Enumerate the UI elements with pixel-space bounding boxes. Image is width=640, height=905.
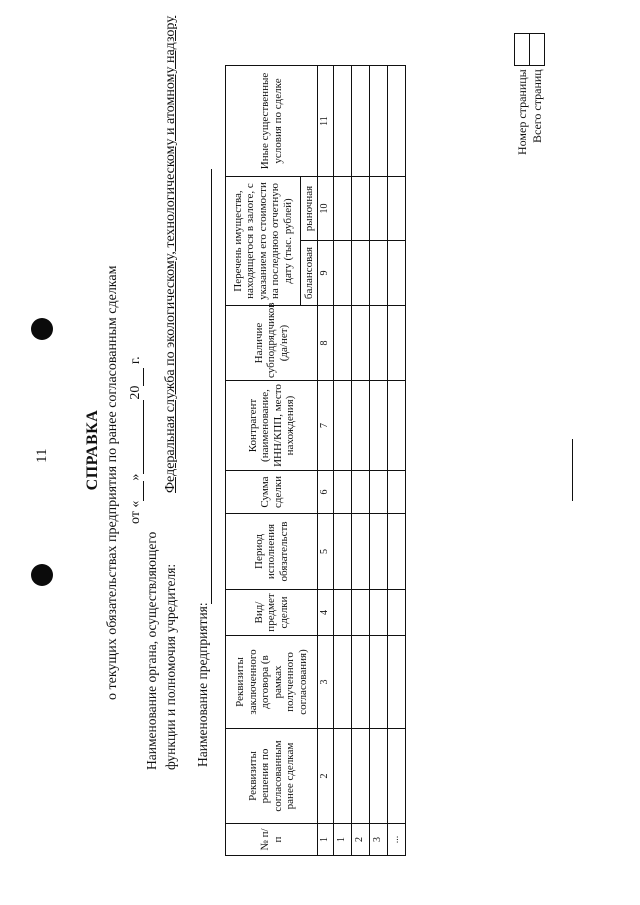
column-number: 10 <box>318 177 334 241</box>
table-cell[interactable] <box>333 381 351 471</box>
pages-counter <box>514 33 545 158</box>
table-cell[interactable] <box>369 306 387 381</box>
table-cell[interactable] <box>369 636 387 729</box>
header-row-number: № п/п <box>226 824 318 856</box>
table-cell[interactable] <box>351 514 369 590</box>
header-subcontractors: Наличие субподрядчиков (да/нет) <box>226 306 318 381</box>
org-name-value: Федеральная служба по экологическому, технологическому и атомному надзору <box>163 15 178 493</box>
table-cell[interactable] <box>387 177 405 241</box>
table-row <box>387 66 405 856</box>
date-suffix: г. <box>128 356 143 365</box>
table-cell[interactable] <box>351 177 369 241</box>
table-cell[interactable] <box>333 241 351 306</box>
table-cell[interactable] <box>333 306 351 381</box>
total-pages-label: Всего страниц <box>529 69 544 143</box>
table-cell[interactable] <box>387 514 405 590</box>
table-cell[interactable] <box>387 590 405 636</box>
row-number: 1 <box>333 824 351 856</box>
table-cell[interactable] <box>333 66 351 177</box>
date-day-blank[interactable] <box>129 481 144 501</box>
page-number-label: Номер страницы <box>514 69 529 155</box>
table-row <box>351 66 369 856</box>
date-line <box>128 356 144 524</box>
column-number: 4 <box>318 590 334 636</box>
header-contract-details: Реквизиты заключенного договора (в рамках полученного согласования) <box>226 636 318 729</box>
column-number: 3 <box>318 636 334 729</box>
column-number: 1 <box>318 824 334 856</box>
header-counterparty: Контрагент (наименование, ИНН/КПП, место нахождения) <box>226 381 318 471</box>
table-cell[interactable] <box>333 590 351 636</box>
column-number: 5 <box>318 514 334 590</box>
header-book-value: балансовая <box>301 241 318 306</box>
page-number-field[interactable] <box>515 34 530 66</box>
table-cell[interactable] <box>351 590 369 636</box>
table-cell[interactable] <box>387 636 405 729</box>
table-cell[interactable] <box>351 306 369 381</box>
table-row <box>369 66 387 856</box>
company-name-field[interactable] <box>211 169 212 604</box>
header-other-terms: Иные существенные условия по сделке <box>226 66 318 177</box>
table-cell[interactable] <box>387 241 405 306</box>
document-subtitle: о текущих обязательствах предприятия по ранее согласованным сделкам <box>105 265 120 700</box>
column-number: 9 <box>318 241 334 306</box>
row-number: 2 <box>351 824 369 856</box>
table-cell[interactable] <box>351 241 369 306</box>
table-cell[interactable] <box>369 729 387 824</box>
date-year-blank[interactable] <box>129 368 144 386</box>
document-title: СПРАВКА <box>84 409 101 491</box>
date-quote-close: » <box>128 473 143 481</box>
total-pages-field[interactable] <box>530 34 545 66</box>
row-number: ... <box>387 824 405 856</box>
table-cell[interactable] <box>369 590 387 636</box>
table-cell[interactable] <box>387 471 405 514</box>
column-number: 6 <box>318 471 334 514</box>
table-cell[interactable] <box>333 177 351 241</box>
table-cell[interactable] <box>351 636 369 729</box>
org-label-line1: Наименование органа, осуществляющего <box>144 531 159 770</box>
table-cell[interactable] <box>369 381 387 471</box>
date-month-blank[interactable] <box>129 400 144 474</box>
table-cell[interactable] <box>333 729 351 824</box>
column-number: 7 <box>318 381 334 471</box>
company-label: Наименование предприятия: <box>195 602 210 767</box>
obligations-table <box>225 65 406 856</box>
table-cell[interactable] <box>333 636 351 729</box>
header-decision-details: Реквизиты решения по согласованным ранее сделкам <box>226 729 318 824</box>
table-cell[interactable] <box>369 66 387 177</box>
table-cell[interactable] <box>351 471 369 514</box>
table-cell[interactable] <box>387 306 405 381</box>
header-deal-amount: Сумма сделки <box>226 471 318 514</box>
table-cell[interactable] <box>369 514 387 590</box>
header-pledged-property: Перечень имущества, находящегося в залоге, с указанием его стоимости на последнюю отчетную дату (тыс. рублей) <box>226 177 301 306</box>
table-cell[interactable] <box>387 381 405 471</box>
column-number: 8 <box>318 306 334 381</box>
table-row <box>333 66 351 856</box>
table-cell[interactable] <box>369 177 387 241</box>
table-cell[interactable] <box>387 729 405 824</box>
table-cell[interactable] <box>369 471 387 514</box>
table-cell[interactable] <box>387 66 405 177</box>
date-year-prefix: 20 <box>128 385 143 400</box>
header-market-value: рыночная <box>301 177 318 241</box>
row-number: 3 <box>369 824 387 856</box>
table-cell[interactable] <box>333 514 351 590</box>
table-cell[interactable] <box>351 66 369 177</box>
table-cell[interactable] <box>351 729 369 824</box>
signature-line[interactable] <box>572 439 573 501</box>
column-number: 11 <box>318 66 334 177</box>
date-prefix: от « <box>128 500 143 524</box>
table-cell[interactable] <box>369 241 387 306</box>
table-cell[interactable] <box>351 381 369 471</box>
header-period: Период исполнения обязательств <box>226 514 318 590</box>
page-number: 11 <box>34 448 50 463</box>
column-number: 2 <box>318 729 334 824</box>
header-deal-type: Вид/ предмет сделки <box>226 590 318 636</box>
org-label-line2: функции и полномочия учредителя: <box>163 563 178 770</box>
table-cell[interactable] <box>333 471 351 514</box>
column-number-row <box>318 66 334 856</box>
